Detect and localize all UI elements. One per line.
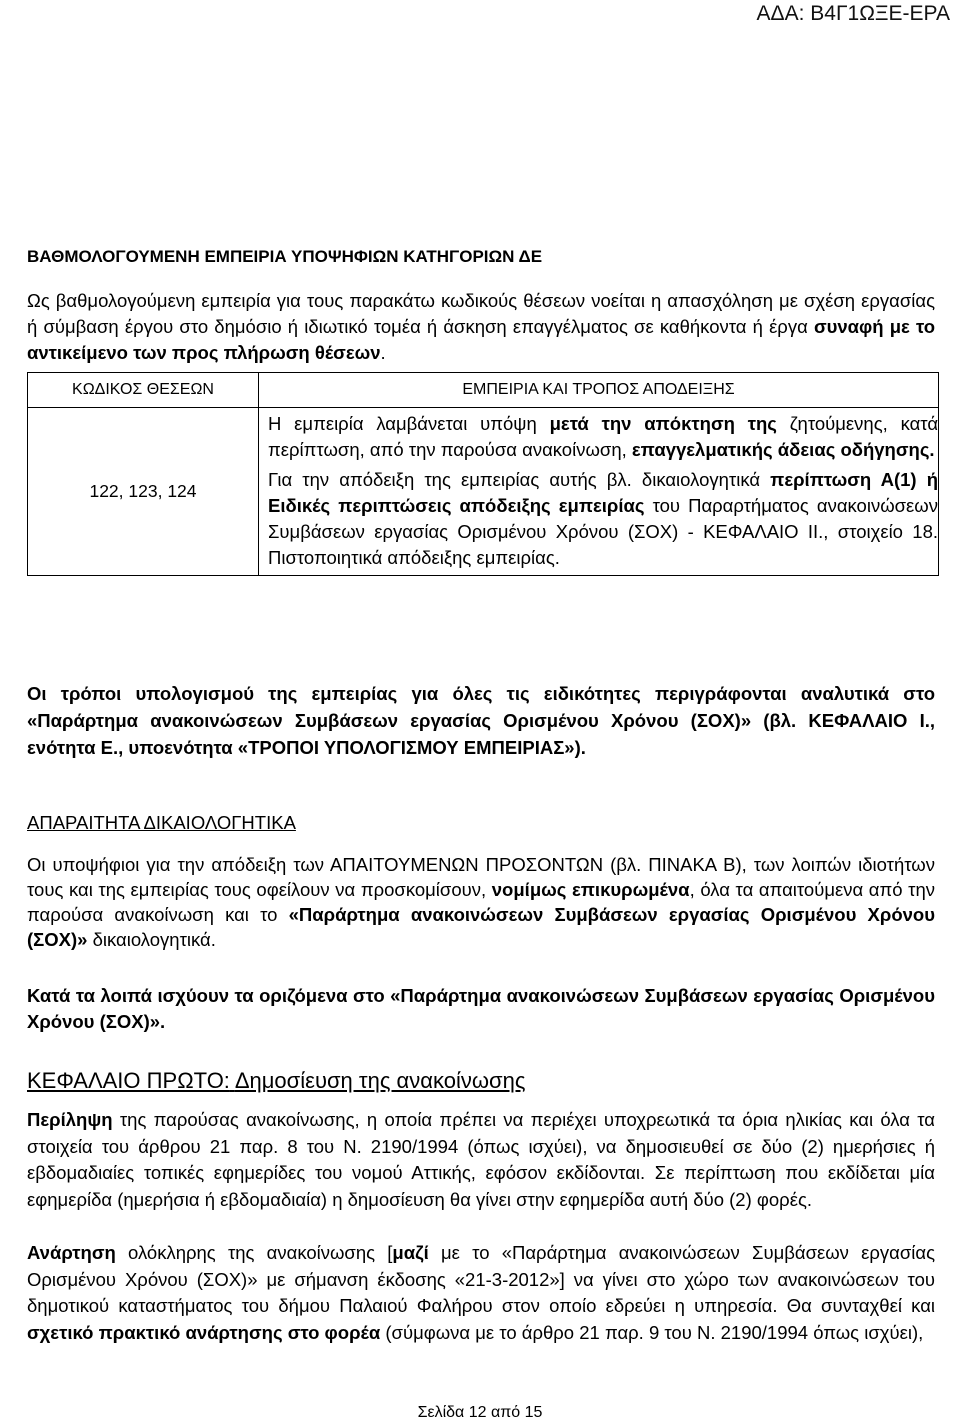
header-codes: ΚΩΔΙΚΟΣ ΘΕΣΕΩΝ [28, 373, 259, 408]
ada-code: ΑΔΑ: Β4Γ1ΩΞΕ-ΕΡΑ [756, 2, 950, 25]
experience-table [27, 372, 939, 576]
chapter-heading: ΚΕΦΑΛΑΙΟ ΠΡΩΤΟ: Δημοσίευση της ανακοίνωσης [27, 1068, 526, 1093]
experience-cell [259, 408, 939, 576]
experience-paragraph-2: Για την απόδειξη της εμπειρίας αυτής βλ. δικαιολογητικά περίπτωση Α(1) ή Ειδικές περιπτώσεις απόδειξης εμπειρίας του Παραρτήματος ανακοινώσεων Συμβάσεων εργασίας Ορισμένου Χρόνου (ΣΟΧ) - ΚΕΦΑΛΑΙΟ ΙΙ., στοιχείο 18. Πιστοποιητικά απόδειξης εμπειρίας. [268, 469, 939, 568]
page-footer: Σελίδα 12 από 15 [417, 1404, 543, 1421]
posting-paragraph: Ανάρτηση ολόκληρης της ανακοίνωσης [μαζί με το «Παράρτημα ανακοινώσεων Συμβάσεων εργασίας Ορισμένου Χρόνου (ΣΟΧ)» με σήμανση έκδοσης «21-3-2012»] να γίνει στο χώρο των ανακοινώσεων του δημοτικού καταστήματος του δήμου Παλαιού Φαλήρου στον οποίο εδρεύει η υπηρεσία. Θα συνταχθεί και σχετικό πρακτικό ανάρτησης στο φορέα (σύμφωνα με το άρθρο 21 παρ. 9 του Ν. 2190/1994 όπως ισχύει), [27, 1242, 936, 1343]
header-experience: ΕΜΠΕΙΡΙΑ ΚΑΙ ΤΡΟΠΟΣ ΑΠΟΔΕΙΞΗΣ [259, 373, 939, 408]
position-codes: 122, 123, 124 [28, 408, 259, 576]
docs-paragraph: Οι υποψήφιοι για την απόδειξη των ΑΠΑΙΤΟΥΜΕΝΩΝ ΠΡΟΣΟΝΤΩΝ (βλ. ΠΙΝΑΚΑ Β), των λοιπών ιδιοτήτων τους και της εμπειρίας τους οφείλουν να προσκομίσουν, νομίμως επικυρωμένα, όλα τα απαιτούμενα από την παρούσα ανακοίνωση και το «Παράρτημα ανακοινώσεων Συμβάσεων εργασίας Ορισμένου Χρόνου (ΣΟΧ)» δικαιολογητικά. [27, 854, 936, 950]
experience-paragraph-1: Η εμπειρία λαμβάνεται υπόψη μετά την απόκτηση της ζητούμενης, κατά περίπτωση, από την παρούσα ανακοίνωση, επαγγελματικής άδειας οδήγησης. [268, 413, 939, 460]
methods-paragraph: Οι τρόποι υπολογισμού της εμπειρίας για όλες τις ειδικότητες περιγράφονται αναλυτικά στο «Παράρτημα ανακοινώσεων Συμβάσεων εργασίας Ορισμένου Χρόνου (ΣΟΧ)» (βλ. ΚΕΦΑΛΑΙΟ Ι., ενότητα Ε., υποενότητα «ΤΡΟΠΟΙ ΥΠΟΛΟΓΙΣΜΟΥ ΕΜΠΕΙΡΙΑΣ»). [27, 683, 935, 758]
required-docs-heading: ΑΠΑΡΑΙΤΗΤΑ ΔΙΚΑΙΟΛΟΓΗΤΙΚΑ [27, 812, 296, 833]
intro-paragraph: Ως βαθμολογούμενη εμπειρία για τους παρακάτω κωδικούς θέσεων νοείται η απασχόληση με σχέση εργασίας ή σύμβαση έργου στο δημόσιο ή ιδιωτικό τομέα ή άσκηση επαγγέλματος σε καθήκοντα ή έργα συναφή με το αντικείμενο των προς πλήρωση θέσεων. [27, 290, 935, 363]
summary-paragraph: Περίληψη της παρούσας ανακοίνωσης, η οποία πρέπει να περιέχει υποχρεωτικά τα όρια ηλικίας και όλα τα στοιχεία του άρθρου 21 παρ. 8 του Ν. 2190/1994 (όπως ισχύει), να δημοσιευθεί σε δύο (2) ημερήσιες ή εβδομαδιαίες τοπικές εφημερίδες του νομού Αττικής, εφόσον εκδίδονται. Σε περίπτωση που εκδίδεται μία εφημερίδα (ημερήσια ή εβδομαδιαία) η δημοσίευση θα γίνει στην εφημερίδα αυτή δύο (2) φορές. [27, 1109, 935, 1210]
rest-paragraph: Κατά τα λοιπά ισχύουν τα οριζόμενα στο «Παράρτημα ανακοινώσεων Συμβάσεων εργασίας Ορισμένου Χρόνου (ΣΟΧ)». [27, 985, 935, 1032]
section-heading: ΒΑΘΜΟΛΟΓΟΥΜΕΝΗ ΕΜΠΕΙΡΙΑ ΥΠΟΨΗΦΙΩΝ ΚΑΤΗΓΟΡΙΩΝ ΔΕ [27, 247, 543, 266]
